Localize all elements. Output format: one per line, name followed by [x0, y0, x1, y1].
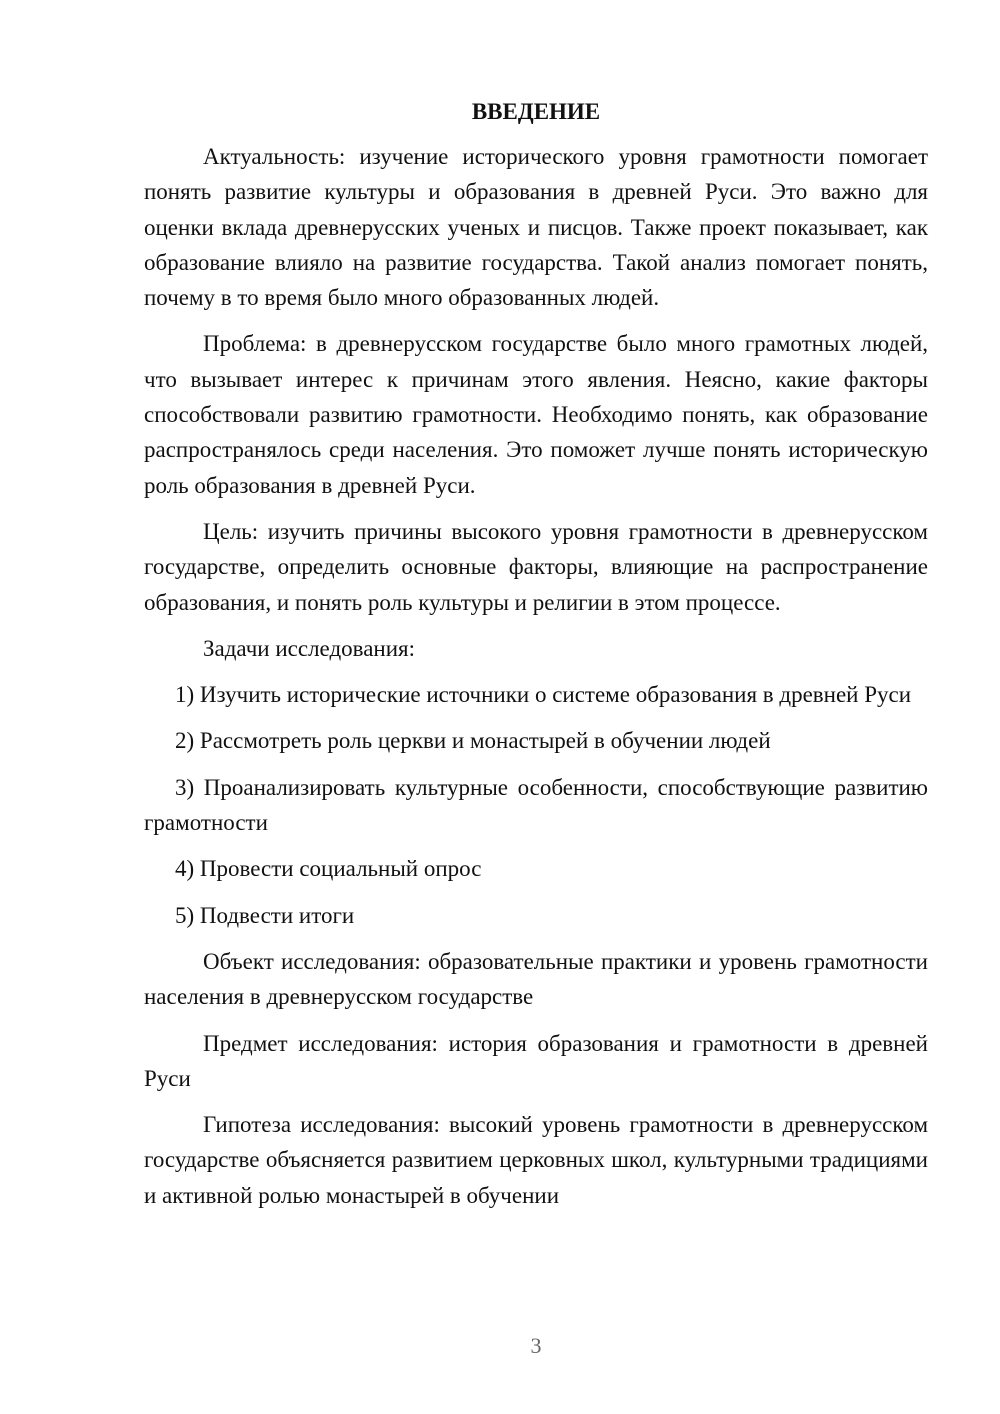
task-item-4: 4) Провести социальный опрос	[175, 856, 482, 882]
paragraph-relevance: Актуальность: изучение исторического уровня грамотности помогает понять развитие культуры и образования в древней Руси. Это важно для оценки вклада древнерусских ученых и писцов. Также проект показывает, как образование влияло на развитие государства. Такой анализ помогает понять, почему в то время было много образованных людей.	[144, 144, 928, 311]
page-number: 3	[530, 1333, 542, 1358]
task-item-1: 1) Изучить исторические источники о системе образования в древней Руси	[175, 682, 912, 708]
paragraph-goal: Цель: изучить причины высокого уровня грамотности в древнерусском государстве, определить основные факторы, влияющие на распространение образования, и понять роль культуры и религии в этом процессе.	[144, 518, 928, 615]
task-item-3: 3) Проанализировать культурные особенности, способствующие развитию грамотности	[144, 774, 928, 836]
paragraph-subject: Предмет исследования: история образования и грамотности в древней Руси	[144, 1030, 928, 1091]
paragraph-tasks-heading: Задачи исследования:	[203, 635, 416, 661]
task-item-2: 2) Рассмотреть роль церкви и монастырей в обучении людей	[175, 728, 771, 754]
paragraph-object: Объект исследования: образовательные практики и уровень грамотности населения в древнерусском государстве	[144, 948, 928, 1010]
paragraph-hypothesis: Гипотеза исследования: высокий уровень грамотности в древнерусском государстве объясняется развитием церковных школ, культурными традициями и активной ролью монастырей в обучении	[144, 1112, 928, 1208]
page-content	[144, 94, 928, 1224]
paragraph-problem: Проблема: в древнерусском государстве было много грамотных людей, что вызывает интерес к причинам этого явления. Неясно, какие факторы способствовали развитию грамотности. Необходимо понять, как образование распространялось среди населения. Это поможет лучше понять историческую роль образования в древней Руси.	[144, 331, 928, 498]
section-title: ВВЕДЕНИЕ	[471, 99, 601, 124]
task-item-5: 5) Подвести итоги	[175, 902, 355, 928]
